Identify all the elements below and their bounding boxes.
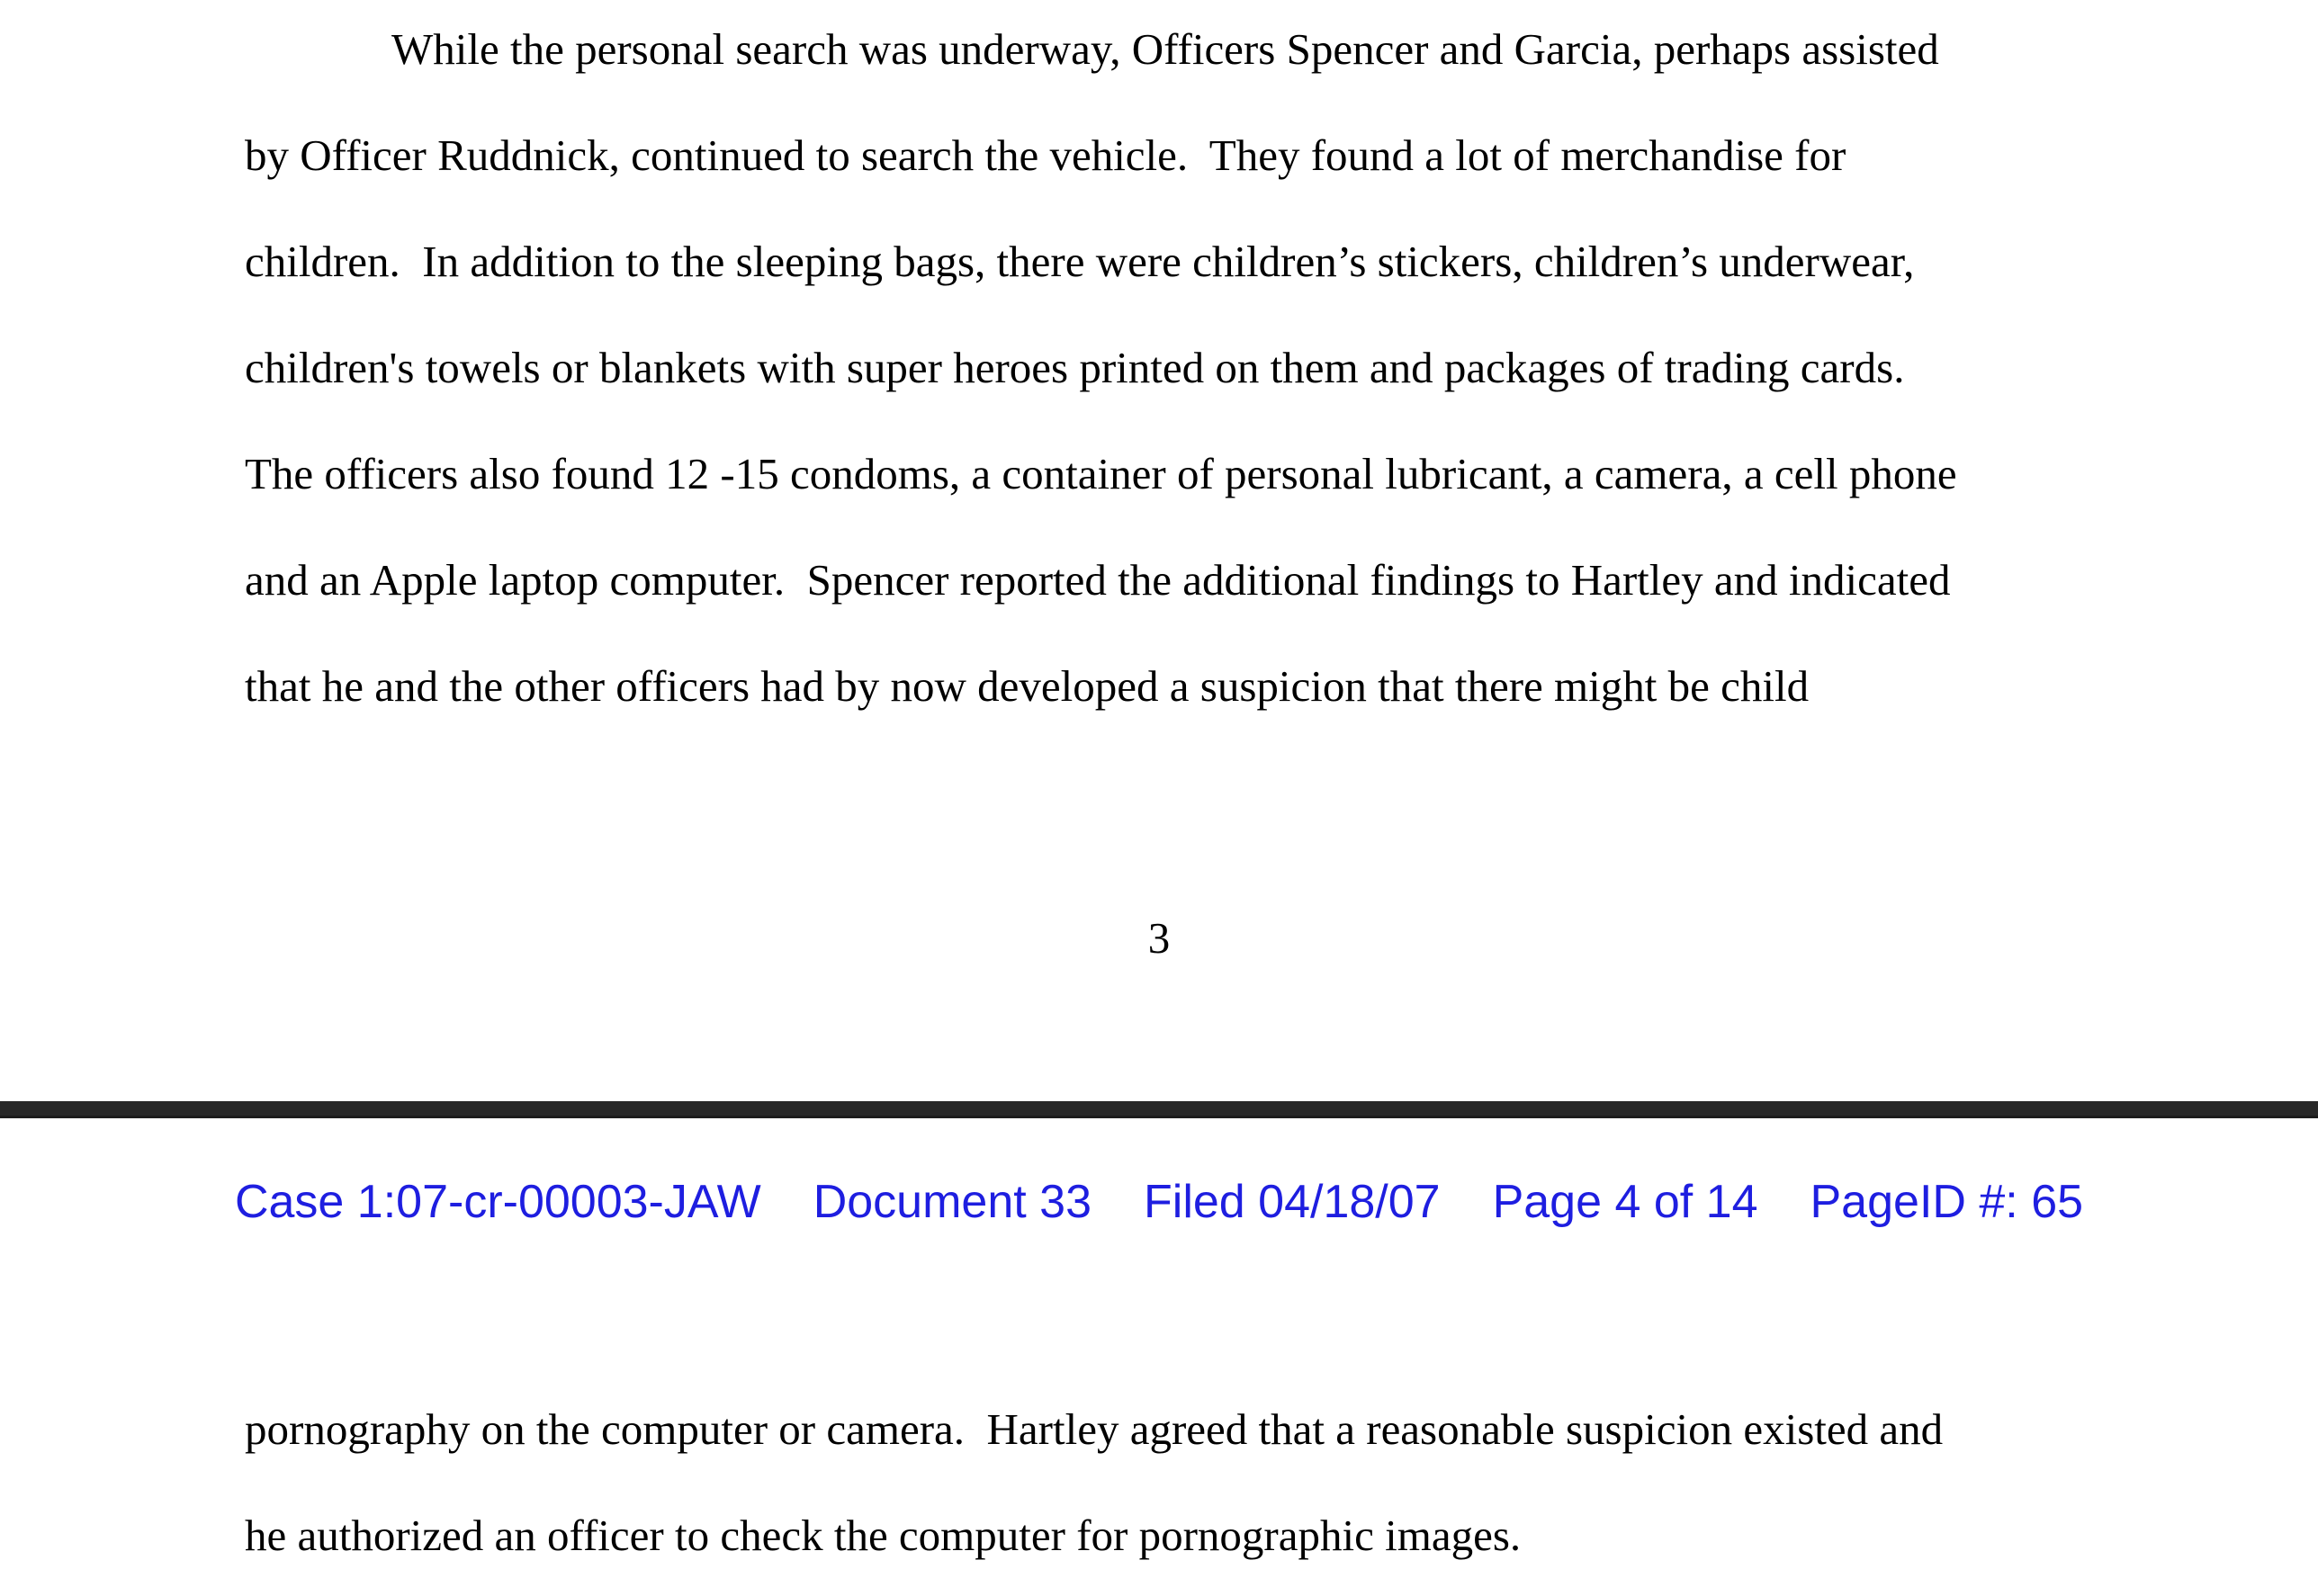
body-line: children's towels or blankets with super heroes printed on them and packages of trading cards. [245, 343, 1905, 392]
page3-paragraph [245, 0, 2224, 740]
page-number: 3 [1147, 913, 1171, 963]
stamp-page-count: Page 4 of 14 [1492, 1176, 1758, 1228]
page-separator-bar [0, 1101, 2318, 1118]
stamp-case-number: Case 1:07-cr-00003-JAW [234, 1176, 761, 1228]
stamp-pageid: PageID #: 65 [1810, 1176, 2084, 1228]
body-line: and an Apple laptop computer. Spencer reported the additional findings to Hartley and indicated [245, 555, 1951, 605]
stamp-filed-date: Filed 04/18/07 [1144, 1176, 1441, 1228]
body-line: that he and the other officers had by now developed a suspicion that there might be child [245, 661, 1810, 711]
body-line: pornography on the computer or camera. Hartley agreed that a reasonable suspicion existed and [245, 1404, 1944, 1454]
body-line: he authorized an officer to check the computer for pornographic images. [245, 1511, 1522, 1560]
stamp-document-number: Document 33 [813, 1176, 1092, 1228]
body-line: by Officer Ruddnick, continued to search the vehicle. They found a lot of merchandise for [245, 130, 1846, 180]
case-stamp [0, 1175, 2318, 1229]
body-line: The officers also found 12 -15 condoms, a container of personal lubricant, a camera, a cell phone [245, 449, 1957, 498]
body-line: While the personal search was underway, Officers Spencer and Garcia, perhaps assisted [391, 24, 1939, 74]
body-line: children. In addition to the sleeping bags, there were children’s stickers, children’s underwear, [245, 237, 1915, 286]
page-number-wrap [0, 885, 2318, 991]
page4-paragraph [245, 1376, 2224, 1589]
